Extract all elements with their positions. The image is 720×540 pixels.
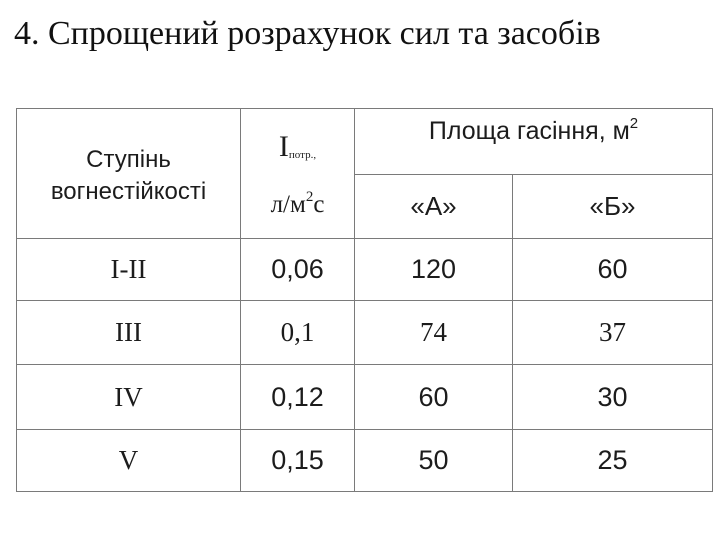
table-row	[17, 239, 713, 301]
table-row	[17, 301, 713, 365]
stage-header: Ступінь вогнестійкості	[17, 109, 241, 239]
area-a-cell: 50	[355, 430, 513, 492]
intensity-subscript: потр.,	[288, 149, 317, 161]
area-a-cell: 120	[355, 239, 513, 301]
slide-title: 4. Спрощений розрахунок сил та засобів	[14, 15, 601, 52]
table-row	[17, 430, 713, 492]
stage-cell: III	[17, 301, 241, 365]
intensity-cell: 0,12	[241, 365, 355, 430]
table-header-row	[17, 109, 713, 175]
area-b-cell: 37	[513, 301, 713, 365]
intensity-header	[241, 109, 355, 239]
area-b-cell: 25	[513, 430, 713, 492]
area-b-cell: 30	[513, 365, 713, 430]
intensity-cell: 0,15	[241, 430, 355, 492]
intensity-cell: 0,1	[241, 301, 355, 365]
fire-resources-table	[16, 108, 713, 492]
stage-cell: V	[17, 430, 241, 492]
area-a-cell: 74	[355, 301, 513, 365]
area-b-cell: 60	[513, 239, 713, 301]
stage-cell: I-II	[17, 239, 241, 301]
intensity-cell: 0,06	[241, 239, 355, 301]
area-a-header: «А»	[355, 175, 513, 239]
intensity-symbol: $I_{потр.,}$	[278, 130, 317, 163]
area-header: Площа гасіння, $м^2$	[355, 109, 713, 175]
area-b-header: «Б»	[513, 175, 713, 239]
stage-cell: IV	[17, 365, 241, 430]
area-a-cell: 60	[355, 365, 513, 430]
intensity-unit: $л/м^2с$	[270, 189, 325, 218]
table-row	[17, 365, 713, 430]
